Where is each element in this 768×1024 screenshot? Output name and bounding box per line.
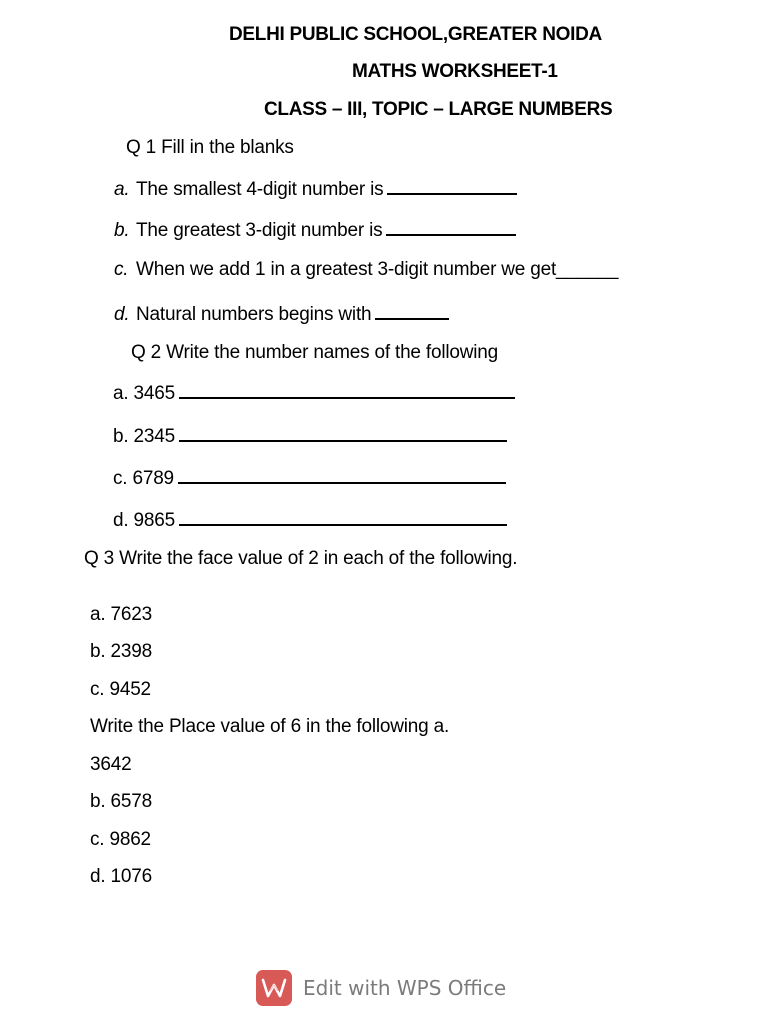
q4-title: Write the Place value of 6 in the following a.: [90, 716, 450, 737]
q1-item-c: [114, 259, 618, 281]
q1-item-label: c.: [114, 259, 129, 280]
q3-title: Q 3 Write the face value of 2 in each of the following.: [84, 548, 518, 569]
answer-line[interactable]: [179, 506, 507, 526]
q1-item-b: [114, 216, 516, 242]
edit-with-wps-link[interactable]: [256, 968, 506, 1008]
footer-label: Edit with WPS Office: [303, 976, 507, 1000]
answer-blank[interactable]: [387, 175, 517, 195]
q4-item: 3642: [90, 754, 132, 775]
q2-item-text: b. 2345: [113, 426, 175, 447]
q1-item-d: [114, 300, 449, 326]
q1-item-text: The smallest 4-digit number is: [136, 179, 384, 200]
q1-item-text: Natural numbers begins with: [136, 304, 372, 325]
answer-blank[interactable]: [375, 300, 449, 320]
answer-line[interactable]: [179, 422, 507, 442]
q2-item-c: [113, 464, 506, 490]
wps-logo-icon: [256, 970, 292, 1006]
q1-item-label: d.: [114, 304, 130, 325]
class-topic: CLASS – III, TOPIC – LARGE NUMBERS: [264, 99, 613, 120]
q1-item-label: a.: [114, 179, 130, 200]
q3-item: a. 7623: [90, 604, 152, 625]
answer-blank[interactable]: [386, 216, 516, 236]
q3-item: c. 9452: [90, 679, 151, 700]
answer-line[interactable]: [178, 464, 506, 484]
q4-item: c. 9862: [90, 829, 151, 850]
q4-item: b. 6578: [90, 791, 152, 812]
q1-item-a: [114, 175, 517, 201]
q1-item-label: b.: [114, 220, 130, 241]
answer-line[interactable]: [179, 379, 515, 399]
q2-item-a: [113, 379, 515, 405]
q1-title: Q 1 Fill in the blanks: [126, 137, 294, 158]
q4-item: d. 1076: [90, 866, 152, 887]
worksheet-title: MATHS WORKSHEET-1: [352, 61, 558, 82]
q2-title: Q 2 Write the number names of the following: [131, 342, 499, 363]
q1-item-text: When we add 1 in a greatest 3-digit number we get______: [136, 259, 619, 280]
q2-item-text: a. 3465: [113, 383, 175, 404]
q1-item-text: The greatest 3-digit number is: [136, 220, 383, 241]
school-name: DELHI PUBLIC SCHOOL,GREATER NOIDA: [229, 24, 602, 45]
q2-item-b: [113, 422, 507, 448]
q2-item-d: [113, 506, 507, 532]
q3-item: b. 2398: [90, 641, 152, 662]
q2-item-text: d. 9865: [113, 510, 175, 531]
q2-item-text: c. 6789: [113, 468, 174, 489]
